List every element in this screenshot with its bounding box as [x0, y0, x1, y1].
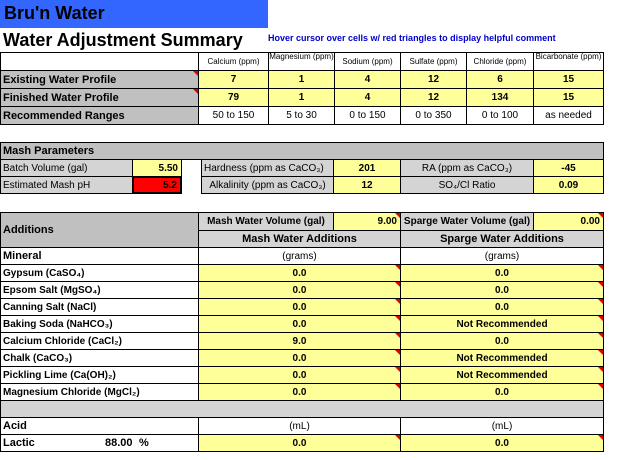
mash-additions-header: Mash Water Additions [198, 230, 401, 248]
additions-header: Additions [0, 212, 199, 248]
recommended-calcium: 50 to 150 [198, 106, 269, 125]
mineral-name: Epsom Salt (MgSO₄) [0, 281, 199, 299]
col-sodium: Sodium (ppm) [334, 52, 401, 71]
finished-sodium: 4 [334, 88, 401, 107]
col-magnesium: Magnesium (ppm) [268, 52, 335, 71]
mash-water-volume-label: Mash Water Volume (gal) [198, 212, 334, 231]
hint-text: Hover cursor over cells w/ red triangles to display helpful comment [268, 33, 556, 43]
profile-corner [0, 52, 199, 71]
finished-magnesium: 1 [268, 88, 335, 107]
mineral-name: Pickling Lime (Ca(OH)₂) [0, 366, 199, 384]
mineral-mash-input[interactable]: 0.0 [198, 383, 401, 401]
existing-calcium: 7 [198, 70, 269, 89]
mineral-name: Magnesium Chloride (MgCl₂) [0, 383, 199, 401]
batch-volume-input[interactable]: 5.50 [132, 159, 182, 177]
recommended-chloride: 0 to 100 [466, 106, 534, 125]
hardness-label: Hardness (ppm as CaCO₃) [201, 159, 334, 177]
recommended-sulfate: 0 to 350 [400, 106, 467, 125]
lactic-sparge-input[interactable]: 0.0 [400, 434, 604, 452]
hardness-value: 201 [333, 159, 401, 177]
mash-parameters-header: Mash Parameters [0, 142, 604, 160]
mineral-name: Gypsum (CaSO₄) [0, 264, 199, 282]
app-title-bar [0, 0, 268, 28]
mineral-label: Mineral [0, 247, 199, 265]
mineral-sparge-input[interactable]: Not Recommended [400, 349, 604, 367]
sparge-additions-header: Sparge Water Additions [400, 230, 604, 248]
acid-spacer [0, 400, 604, 418]
alkalinity-label: Alkalinity (ppm as CaCO₃) [201, 176, 334, 194]
finished-bicarbonate: 15 [533, 88, 604, 107]
mineral-name: Canning Salt (NaCl) [0, 298, 199, 316]
mash-water-volume-input[interactable]: 9.00 [333, 212, 401, 231]
ra-label: RA (ppm as CaCO₃) [400, 159, 534, 177]
mineral-name: Chalk (CaCO₃) [0, 349, 199, 367]
acid-label: Acid [0, 417, 199, 435]
mineral-sparge-input[interactable]: 0.0 [400, 264, 604, 282]
mash-mineral-unit: (grams) [198, 247, 401, 265]
col-bicarbonate: Bicarbonate (ppm) [533, 52, 604, 71]
col-chloride: Chloride (ppm) [466, 52, 534, 71]
alkalinity-value: 12 [333, 176, 401, 194]
mineral-name: Calcium Chloride (CaCl₂) [0, 332, 199, 350]
lactic-percent: % [139, 437, 149, 449]
ra-value: -45 [533, 159, 604, 177]
mineral-sparge-input[interactable]: 0.0 [400, 332, 604, 350]
so4-cl-ratio-label: SO₄/Cl Ratio [400, 176, 534, 194]
finished-profile-label: Finished Water Profile [0, 88, 199, 107]
so4-cl-ratio-value: 0.09 [533, 176, 604, 194]
lactic-label [0, 434, 199, 452]
existing-magnesium: 1 [268, 70, 335, 89]
page-title: Water Adjustment Summary [3, 30, 243, 50]
mineral-mash-input[interactable]: 9.0 [198, 332, 401, 350]
mineral-sparge-input[interactable]: 0.0 [400, 383, 604, 401]
recommended-bicarbonate: as needed [533, 106, 604, 125]
existing-chloride: 6 [466, 70, 534, 89]
mash-ph-label: Estimated Mash pH [0, 176, 133, 194]
app-title: Bru'n Water [4, 3, 105, 23]
mineral-mash-input[interactable]: 0.0 [198, 315, 401, 333]
mineral-sparge-input[interactable]: Not Recommended [400, 366, 604, 384]
sparge-water-volume-label: Sparge Water Volume (gal) [400, 212, 534, 231]
mineral-mash-input[interactable]: 0.0 [198, 366, 401, 384]
lactic-name: Lactic [3, 437, 35, 449]
recommended-sodium: 0 to 150 [334, 106, 401, 125]
mineral-name: Baking Soda (NaHCO₃) [0, 315, 199, 333]
existing-profile-label: Existing Water Profile [0, 70, 199, 89]
finished-sulfate: 12 [400, 88, 467, 107]
sparge-acid-unit: (mL) [400, 417, 604, 435]
lactic-mash-input[interactable]: 0.0 [198, 434, 401, 452]
mineral-mash-input[interactable]: 0.0 [198, 349, 401, 367]
recommended-ranges-label: Recommended Ranges [0, 106, 199, 125]
mineral-sparge-input[interactable]: Not Recommended [400, 315, 604, 333]
mash-ph-value: 5.2 [132, 176, 182, 194]
existing-bicarbonate: 15 [533, 70, 604, 89]
sparge-mineral-unit: (grams) [400, 247, 604, 265]
mineral-mash-input[interactable]: 0.0 [198, 298, 401, 316]
mash-acid-unit: (mL) [198, 417, 401, 435]
mineral-sparge-input[interactable]: 0.0 [400, 281, 604, 299]
lactic-strength[interactable]: 88.00 [105, 437, 133, 449]
recommended-magnesium: 5 to 30 [268, 106, 335, 125]
mineral-sparge-input[interactable]: 0.0 [400, 298, 604, 316]
mineral-mash-input[interactable]: 0.0 [198, 264, 401, 282]
finished-chloride: 134 [466, 88, 534, 107]
existing-sulfate: 12 [400, 70, 467, 89]
col-calcium: Calcium (ppm) [198, 52, 269, 71]
existing-sodium: 4 [334, 70, 401, 89]
mineral-mash-input[interactable]: 0.0 [198, 281, 401, 299]
batch-volume-label: Batch Volume (gal) [0, 159, 133, 177]
col-sulfate: Sulfate (ppm) [400, 52, 467, 71]
sparge-water-volume-input[interactable]: 0.00 [533, 212, 604, 231]
finished-calcium: 79 [198, 88, 269, 107]
